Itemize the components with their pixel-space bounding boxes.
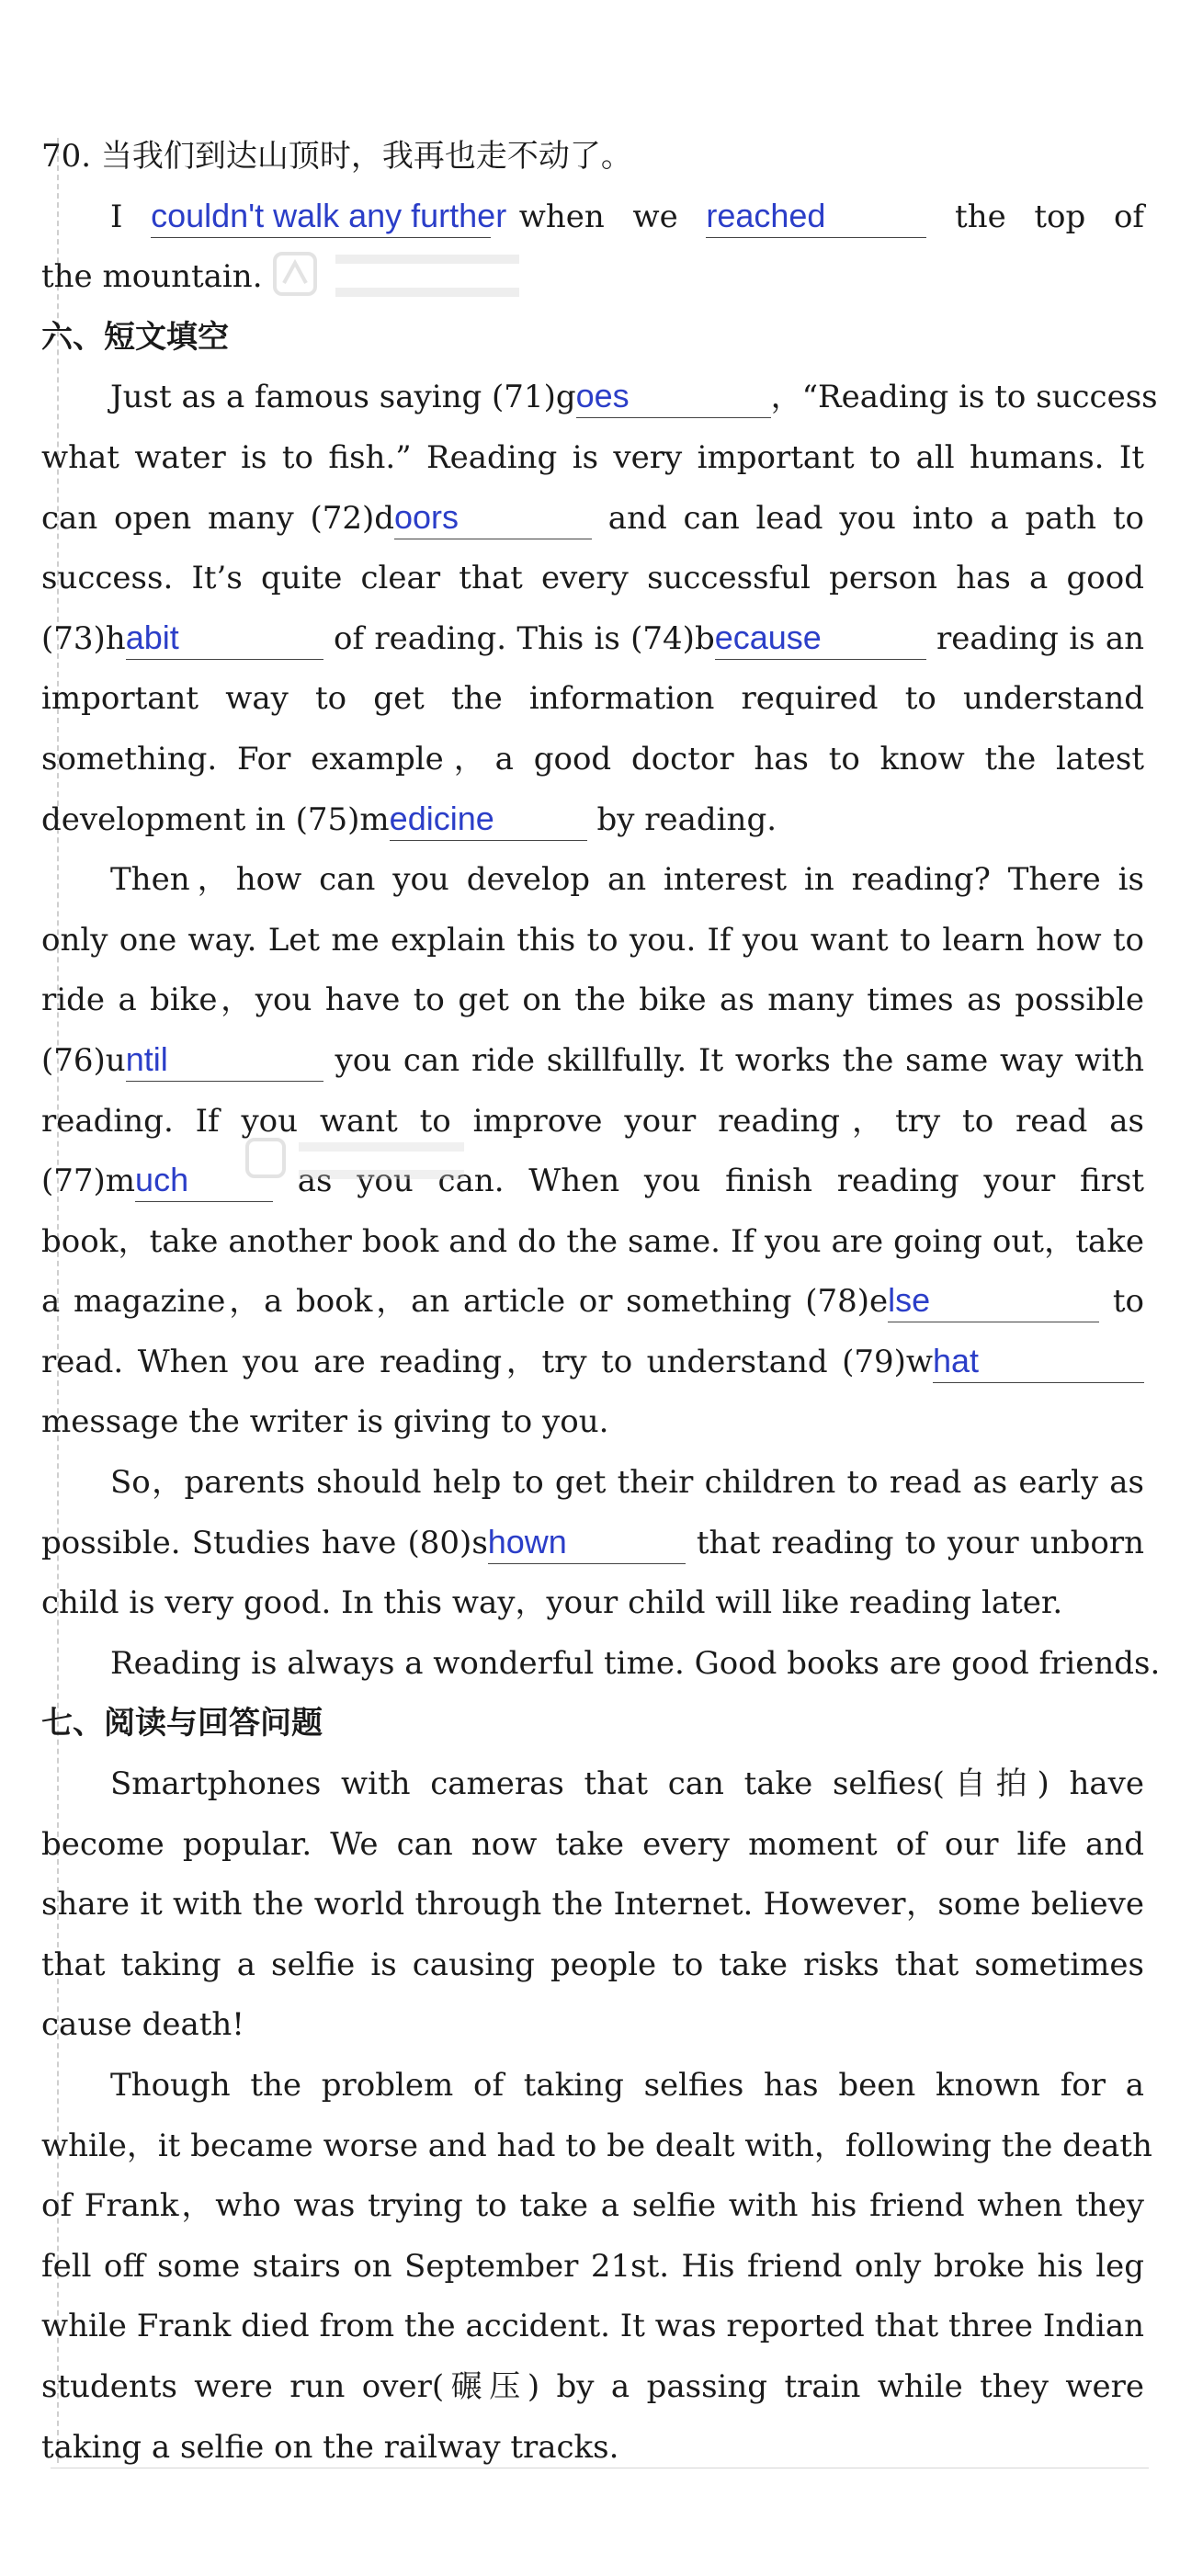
answer-70-2[interactable]: reached [706,196,826,234]
content-area [41,127,1161,2478]
passage7-p2-line-4: fell off some stairs on September 21st. His friend only broke his leg [41,2247,1144,2285]
passage6-p2-line-10: message the writer is giving to you. [41,1403,609,1441]
answer-71[interactable]: oes [575,377,630,415]
answer-80[interactable]: hown [487,1522,567,1560]
passage6-p3-line-1: So，parents should help to get their children to read as early as [110,1464,1144,1502]
q70-number: 70. [41,138,92,175]
answer-75[interactable]: edicine [389,799,494,837]
answer-77[interactable]: uch [135,1161,189,1199]
passage6-p2-line-7: book，take another book and do the same. If you are going out，take [41,1222,1144,1260]
answer-79[interactable]: hat [933,1341,980,1379]
passage7-p2-line-7: taking a selfie on the railway tracks. [41,2428,619,2466]
passage6-line-4: success. It’s quite clear that every successful person has a good [41,560,1144,597]
passage6-line-8: development in (75)medicine by reading. [41,790,1144,851]
passage7-line-3: share it with the world through the Internet. However，some believe [41,1886,1144,1923]
passage6-p2-line-5: reading. If you want to improve your reading，try to read as [41,1102,1144,1140]
answer-70-1[interactable]: couldn't walk any further [151,196,507,234]
passage7-line-2: become popular. We can now take every moment of our life and [41,1825,1144,1863]
q70-prompt-line [41,127,1144,187]
q70-continuation-line: the mountain. [41,258,263,296]
answer-78[interactable]: lse [888,1281,931,1320]
passage7-p2-line-1: Though the problem of taking selfies has been known for a [110,2067,1144,2104]
passage7-p2-line-5: while Frank died from the accident. It was reported that three Indian [41,2308,1144,2345]
q70-answer-line: I couldn't walk any further when we reached the top of [41,187,1144,248]
passage6-p4-line-1: Reading is always a wonderful time. Good books are good friends. [110,1644,1161,1682]
passage6-line-6: important way to get the information required to understand [41,680,1144,718]
answer-73[interactable]: abit [125,618,179,656]
passage6-p2-line-6: (77)much as you can. When you finish reading your first [41,1152,1144,1212]
passage6-p2-line-2: only one way. Let me explain this to you. If you want to learn how to [41,921,1144,959]
passage6-line-1: Just as a famous saying (71)goes ，“Reading is to success [41,368,1144,428]
watermark-logo-2 [244,1130,519,1195]
passage7-line-5: cause death! [41,2006,244,2044]
passage6-p2-line-4: (76)until you can ride skillfully. It works the same way with [41,1031,1144,1092]
section-7-heading: 七、阅读与回答问题 [41,1705,323,1742]
worksheet-page [37,0,1161,2576]
passage7-p2-line-6: students were run over(碾压) by a passing train while they were [41,2367,1144,2405]
q70-prompt: 当我们到达山顶时，我再也走不动了。 [100,138,632,175]
passage6-p2-line-1: Then，how can you develop an interest in reading? There is [110,861,1144,899]
passage7-p2-line-2: while，it became worse and had to be dealt with，following the death [41,2127,1152,2164]
passage6-line-7: something. For example，a good doctor has to know the latest [41,740,1144,777]
passage6-line-3: can open many (72)doors and can lead you into a path to [41,489,1144,550]
passage6-line-5: (73)habit of reading. This is (74)because reading is an [41,609,1144,670]
passage6-p3-line-3: child is very good. In this way，your child will like reading later. [41,1584,1063,1622]
passage6-p3-line-2: possible. Studies have (80)shown that reading to your unborn [41,1514,1144,1574]
answer-76[interactable]: ntil [125,1039,168,1078]
answer-72[interactable]: oors [394,497,460,536]
passage7-p2-line-3: of Frank，who was trying to take a selfie with his friend when they [41,2187,1144,2225]
watermark-logo-1 [271,241,565,314]
passage7-line-1: Smartphones with cameras that can take selfies(自拍) have [110,1765,1144,1803]
passage6-p2-line-3: ride a bike，you have to get on the bike as many times as possible [41,982,1144,1019]
section-6-heading: 六、短文填空 [41,318,229,356]
passage6-p2-line-8: a magazine，a book，an article or something (78)else to [41,1272,1144,1333]
passage7-line-4: that taking a selfie is causing people to take risks that sometimes [41,1946,1144,1983]
answer-74[interactable]: ecause [714,618,822,656]
passage6-p2-line-9: read. When you are reading，try to understand (79)what [41,1333,1144,1393]
passage6-line-2: what water is to fish.” Reading is very important to all humans. It [41,438,1144,476]
